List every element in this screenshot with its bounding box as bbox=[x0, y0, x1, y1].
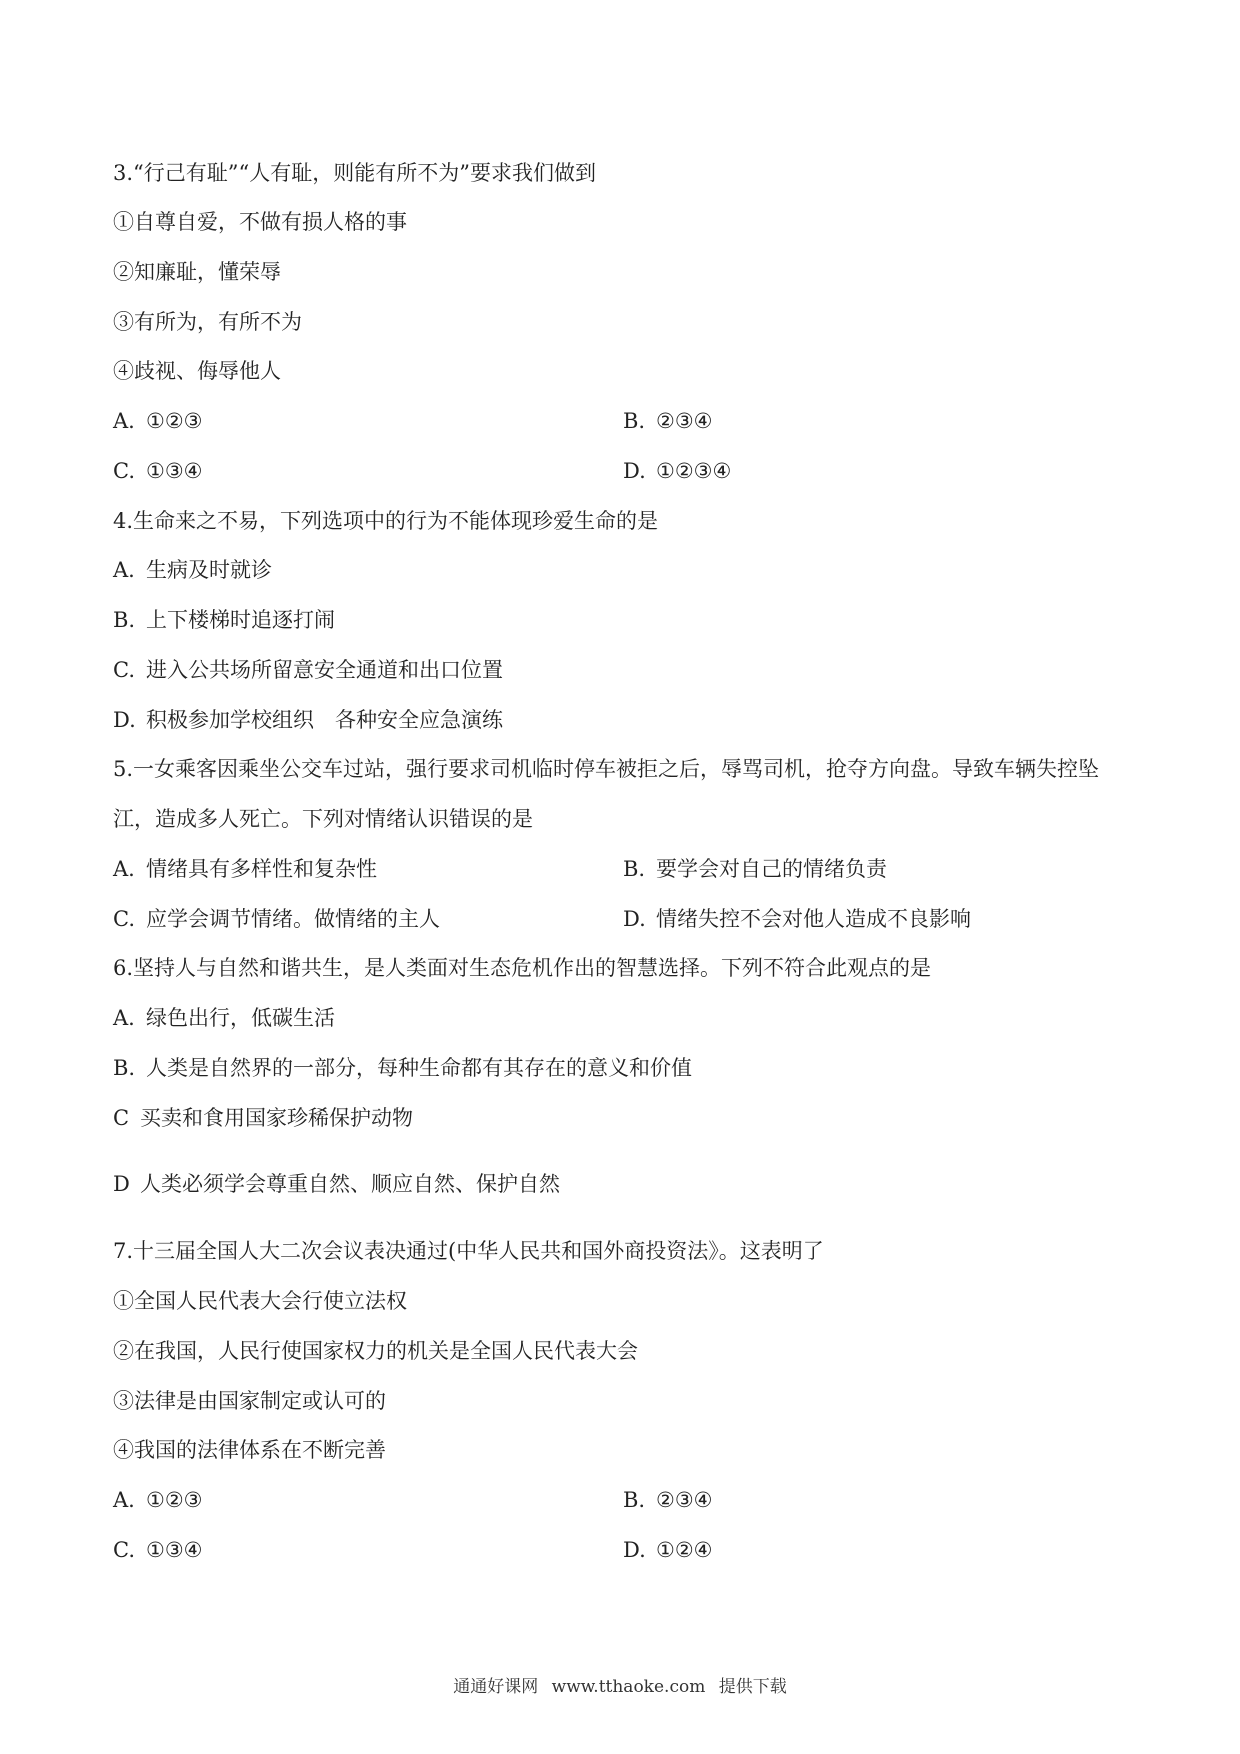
option-text: 情绪具有多样性和复杂性 bbox=[146, 857, 377, 881]
question-5-option-b bbox=[623, 859, 887, 880]
question-3-statement-3: ③有所为，有所不为 bbox=[113, 310, 302, 334]
question-4-option-d bbox=[113, 710, 503, 731]
option-letter: B. bbox=[113, 1056, 136, 1080]
option-text: 应学会调节情绪。做情绪的主人 bbox=[146, 907, 440, 931]
question-3-statement-4: ④歧视、侮辱他人 bbox=[113, 359, 281, 383]
question-7-statement-3: ③法律是由国家制定或认可的 bbox=[113, 1389, 386, 1413]
option-text: ①②③④ bbox=[656, 459, 732, 483]
option-letter: C. bbox=[113, 658, 135, 682]
option-text: 生病及时就诊 bbox=[146, 558, 272, 582]
question-4-option-c bbox=[113, 660, 503, 681]
question-7-option-d bbox=[623, 1540, 712, 1561]
option-text: 上下楼梯时追逐打闹 bbox=[146, 608, 335, 632]
option-letter: C. bbox=[113, 907, 135, 931]
question-6-option-d bbox=[113, 1174, 560, 1195]
option-letter: A. bbox=[113, 857, 135, 881]
question-5-option-a bbox=[113, 859, 377, 880]
question-7-statement-2: ②在我国，人民行使国家权力的机关是全国人民代表大会 bbox=[113, 1339, 638, 1363]
question-3-option-a bbox=[113, 411, 202, 432]
question-5-stem-line-2: 江，造成多人死亡。下列对情绪认识错误的是 bbox=[113, 807, 533, 831]
option-letter: B. bbox=[623, 409, 646, 433]
option-letter: D. bbox=[623, 459, 646, 483]
question-3-option-d bbox=[623, 461, 731, 482]
option-text: 积极参加学校组织 各种安全应急演练 bbox=[146, 708, 503, 732]
option-text: ①②④ bbox=[656, 1538, 713, 1562]
option-text: ①③④ bbox=[146, 1538, 203, 1562]
question-7-option-c bbox=[113, 1540, 202, 1561]
question-5-stem-line-1: 5.一女乘客因乘坐公交车过站，强行要求司机临时停车被拒之后，辱骂司机，抢夺方向盘。导致车辆失控坠 bbox=[113, 757, 1100, 781]
question-6-option-b bbox=[113, 1058, 692, 1079]
question-5-option-c bbox=[113, 909, 440, 930]
option-text: ①③④ bbox=[146, 459, 203, 483]
question-6-option-c bbox=[113, 1108, 413, 1129]
option-letter: B. bbox=[623, 857, 646, 881]
option-text: ①②③ bbox=[146, 1488, 203, 1512]
option-text: ②③④ bbox=[656, 1488, 713, 1512]
question-4-option-b bbox=[113, 610, 335, 631]
option-letter: C bbox=[113, 1106, 130, 1130]
question-3-statement-1: ①自尊自爱，不做有损人格的事 bbox=[113, 210, 407, 234]
option-letter: B. bbox=[623, 1488, 646, 1512]
option-text: 买卖和食用国家珍稀保护动物 bbox=[140, 1106, 413, 1130]
option-text: ②③④ bbox=[656, 409, 713, 433]
footer-url[interactable]: www.tthaoke.com bbox=[551, 1677, 706, 1697]
question-3-option-b bbox=[623, 411, 712, 432]
option-letter: B. bbox=[113, 608, 136, 632]
question-3-statement-2: ②知廉耻，懂荣辱 bbox=[113, 260, 281, 284]
page-footer bbox=[0, 1679, 1240, 1696]
option-letter: D. bbox=[623, 907, 646, 931]
question-7-option-a bbox=[113, 1490, 202, 1511]
option-letter: A. bbox=[113, 1006, 135, 1030]
option-letter: A. bbox=[113, 558, 135, 582]
question-7-stem: 7.十三届全国人大二次会议表决通过(中华人民共和国外商投资法》。这表明了 bbox=[113, 1239, 824, 1263]
option-letter: A. bbox=[113, 1488, 135, 1512]
option-letter: D bbox=[113, 1172, 130, 1196]
option-letter: D. bbox=[623, 1538, 646, 1562]
option-text: 情绪失控不会对他人造成不良影响 bbox=[656, 907, 971, 931]
footer-suffix: 提供下载 bbox=[718, 1677, 787, 1697]
question-3-stem: 3.“行己有耻”“人有耻，则能有所不为”要求我们做到 bbox=[113, 161, 596, 185]
option-letter: C. bbox=[113, 459, 135, 483]
question-5-option-d bbox=[623, 909, 971, 930]
option-text: 人类是自然界的一部分，每种生命都有其存在的意义和价值 bbox=[146, 1056, 692, 1080]
option-text: ①②③ bbox=[146, 409, 203, 433]
option-text: 绿色出行，低碳生活 bbox=[146, 1006, 335, 1030]
question-3-option-c bbox=[113, 461, 202, 482]
option-letter: A. bbox=[113, 409, 135, 433]
option-letter: C. bbox=[113, 1538, 135, 1562]
question-7-option-b bbox=[623, 1490, 712, 1511]
question-7-statement-4: ④我国的法律体系在不断完善 bbox=[113, 1438, 386, 1462]
option-text: 要学会对自己的情绪负责 bbox=[656, 857, 887, 881]
question-7-statement-1: ①全国人民代表大会行使立法权 bbox=[113, 1289, 407, 1313]
question-6-stem: 6.坚持人与自然和谐共生，是人类面对生态危机作出的智慧选择。下列不符合此观点的是 bbox=[113, 956, 932, 980]
footer-site-name: 通通好课网 bbox=[453, 1677, 539, 1697]
question-6-option-a bbox=[113, 1008, 335, 1029]
option-text: 人类必须学会尊重自然、顺应自然、保护自然 bbox=[140, 1172, 560, 1196]
option-letter: D. bbox=[113, 708, 136, 732]
option-text: 进入公共场所留意安全通道和出口位置 bbox=[146, 658, 503, 682]
question-4-stem: 4.生命来之不易，下列选项中的行为不能体现珍爱生命的是 bbox=[113, 509, 659, 533]
question-4-option-a bbox=[113, 560, 272, 581]
